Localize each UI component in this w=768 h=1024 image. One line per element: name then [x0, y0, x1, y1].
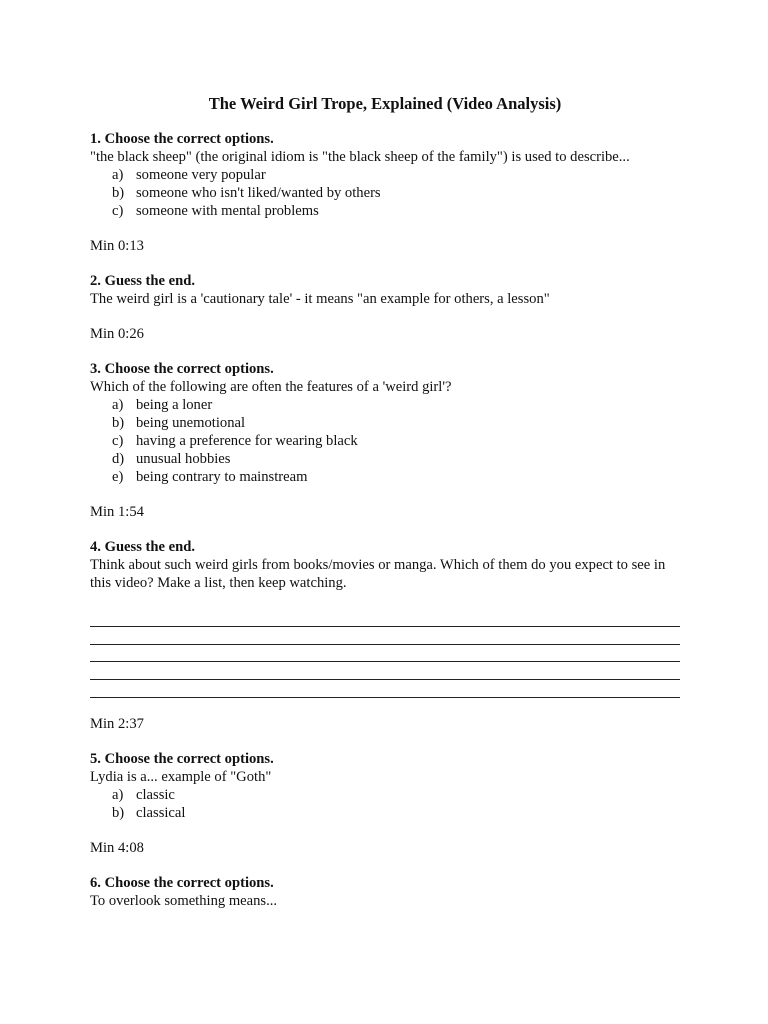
option-letter: b) — [112, 415, 125, 431]
question-5 — [90, 750, 680, 857]
answer-lines — [90, 609, 680, 698]
option-item — [90, 414, 680, 432]
option-letter: b) — [112, 804, 125, 821]
option-item — [90, 450, 680, 468]
question-2-heading: 2. Guess the end. — [90, 273, 196, 289]
answer-line — [90, 680, 680, 698]
option-letter: c) — [112, 433, 124, 449]
option-text: classic — [136, 786, 175, 803]
question-3 — [90, 360, 680, 521]
question-5-options — [90, 786, 680, 822]
option-item — [90, 804, 680, 822]
option-item — [90, 166, 680, 184]
timestamp: Min 2:37 — [90, 715, 144, 732]
option-item — [90, 468, 680, 486]
answer-line — [90, 662, 680, 680]
question-6 — [90, 874, 680, 910]
question-4-heading: 4. Guess the end. — [90, 539, 196, 555]
option-text: someone very popular — [136, 167, 266, 183]
option-item — [90, 432, 680, 450]
question-2-text: The weird girl is a 'cautionary tale' - it means "an example for others, a lesson" — [90, 291, 550, 307]
question-1-heading: 1. Choose the correct options. — [90, 131, 274, 147]
timestamp: Min 0:13 — [90, 238, 144, 254]
option-letter: a) — [112, 786, 124, 803]
option-letter: d) — [112, 451, 125, 467]
option-item — [90, 396, 680, 414]
question-3-text: Which of the following are often the features of a 'weird girl'? — [90, 379, 452, 395]
option-item — [90, 786, 680, 804]
option-letter: a) — [112, 397, 124, 413]
option-letter: a) — [112, 167, 124, 183]
question-3-options — [90, 396, 680, 486]
question-6-text: To overlook something means... — [90, 892, 278, 909]
option-text: being unemotional — [136, 415, 246, 431]
question-4-text: Think about such weird girls from books/movies or manga. Which of them do you expect to see in this video? Make a list, then keep watching. — [90, 557, 666, 591]
question-1-text: "the black sheep" (the original idiom is "the black sheep of the family") is used to describe... — [90, 149, 630, 165]
question-1-options — [90, 166, 680, 220]
option-item — [90, 202, 680, 220]
question-4 — [90, 538, 680, 733]
option-letter: c) — [112, 203, 124, 219]
answer-line — [90, 627, 680, 645]
question-5-heading: 5. Choose the correct options. — [90, 750, 274, 767]
answer-line — [90, 609, 680, 627]
answer-line — [90, 645, 680, 663]
option-text: someone with mental problems — [136, 203, 319, 219]
option-text: having a preference for wearing black — [136, 433, 358, 449]
option-item — [90, 184, 680, 202]
question-5-text: Lydia is a... example of "Goth" — [90, 768, 272, 785]
question-3-heading: 3. Choose the correct options. — [90, 361, 274, 377]
option-text: classical — [136, 804, 186, 821]
timestamp: Min 1:54 — [90, 504, 144, 520]
document-page — [90, 93, 680, 910]
question-2 — [90, 272, 680, 343]
option-letter: e) — [112, 469, 124, 485]
timestamp: Min 0:26 — [90, 326, 144, 342]
option-text: being a loner — [136, 397, 213, 413]
question-1 — [90, 130, 680, 255]
document-title: The Weird Girl Trope, Explained (Video Analysis) — [208, 94, 562, 113]
option-text: unusual hobbies — [136, 451, 231, 467]
timestamp: Min 4:08 — [90, 839, 144, 856]
question-6-heading: 6. Choose the correct options. — [90, 874, 274, 891]
option-text: being contrary to mainstream — [136, 469, 308, 485]
option-letter: b) — [112, 185, 125, 201]
option-text: someone who isn't liked/wanted by others — [136, 185, 381, 201]
